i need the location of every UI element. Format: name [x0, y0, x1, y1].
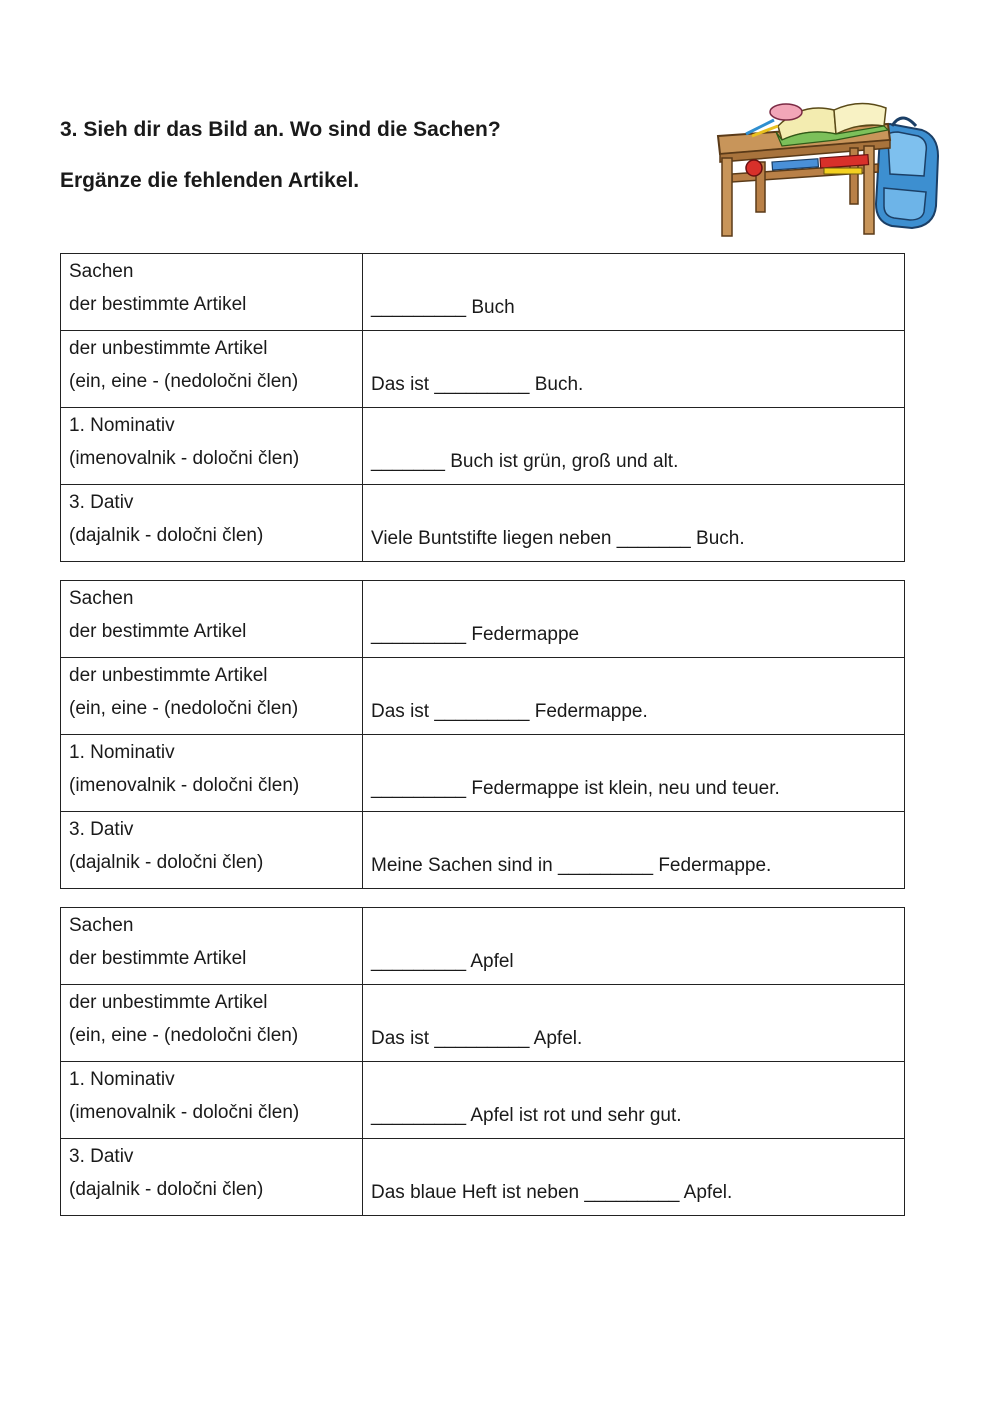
worksheet-table-buch: [60, 253, 905, 562]
table-row: [61, 581, 905, 658]
row-label-line: der unbestimmte Artikel: [69, 665, 268, 686]
fill-in-sentence[interactable]: Das blaue Heft ist neben _________ Apfel.: [363, 1139, 905, 1216]
row-label-cell: [61, 1062, 363, 1139]
row-label-cell: [61, 735, 363, 812]
row-label-line: 1. Nominativ: [69, 1069, 175, 1090]
row-label-line: der unbestimmte Artikel: [69, 992, 268, 1013]
row-label-cell: [61, 408, 363, 485]
table-row: [61, 408, 905, 485]
fill-in-sentence[interactable]: _________ Federmappe ist klein, neu und teuer.: [363, 735, 905, 812]
row-label-cell: [61, 581, 363, 658]
fill-in-sentence[interactable]: Das ist _________ Federmappe.: [363, 658, 905, 735]
table-row: [61, 331, 905, 408]
table-row: [61, 1062, 905, 1139]
table-row: [61, 812, 905, 889]
worksheet-table-apfel: [60, 907, 905, 1216]
table-row: [61, 908, 905, 985]
row-label-line: 3. Dativ: [69, 819, 134, 840]
row-label-line: (dajalnik - določni člen): [69, 852, 264, 873]
row-label-line: der unbestimmte Artikel: [69, 338, 268, 359]
row-label-cell: [61, 254, 363, 331]
row-label-cell: [61, 812, 363, 889]
table-row: [61, 1139, 905, 1216]
row-label-line: (ein, eine - (nedoločni člen): [69, 698, 299, 719]
row-label-line: Sachen: [69, 261, 134, 282]
fill-in-sentence[interactable]: _________ Federmappe: [363, 581, 905, 658]
row-label-line: (dajalnik - določni člen): [69, 1179, 264, 1200]
row-label-cell: [61, 485, 363, 562]
row-label-line: 1. Nominativ: [69, 742, 175, 763]
row-label-line: Sachen: [69, 915, 134, 936]
fill-in-sentence[interactable]: Viele Buntstifte liegen neben _______ Buch.: [363, 485, 905, 562]
row-label-line: der bestimmte Artikel: [69, 621, 247, 642]
exercise-instruction: Ergänze die fehlenden Artikel.: [60, 169, 360, 192]
row-label-line: Sachen: [69, 588, 134, 609]
row-label-line: 3. Dativ: [69, 492, 134, 513]
fill-in-sentence[interactable]: Das ist _________ Apfel.: [363, 985, 905, 1062]
row-label-line: (imenovalnik - določni člen): [69, 775, 300, 796]
fill-in-sentence[interactable]: _________ Apfel: [363, 908, 905, 985]
table-row: [61, 658, 905, 735]
row-label-cell: [61, 985, 363, 1062]
table-row: [61, 254, 905, 331]
table-row: [61, 485, 905, 562]
row-label-cell: [61, 331, 363, 408]
row-label-cell: [61, 1139, 363, 1216]
school-desk-with-books-and-backpack-icon: [712, 96, 944, 242]
table-row: [61, 735, 905, 812]
fill-in-sentence[interactable]: _______ Buch ist grün, groß und alt.: [363, 408, 905, 485]
row-label-cell: [61, 908, 363, 985]
fill-in-sentence[interactable]: Meine Sachen sind in _________ Federmappe.: [363, 812, 905, 889]
row-label-cell: [61, 658, 363, 735]
fill-in-sentence[interactable]: _________ Apfel ist rot und sehr gut.: [363, 1062, 905, 1139]
row-label-line: 1. Nominativ: [69, 415, 175, 436]
row-label-line: (ein, eine - (nedoločni člen): [69, 371, 299, 392]
row-label-line: 3. Dativ: [69, 1146, 134, 1167]
row-label-line: der bestimmte Artikel: [69, 294, 247, 315]
row-label-line: (dajalnik - določni člen): [69, 525, 264, 546]
table-row: [61, 985, 905, 1062]
exercise-title: 3. Sieh dir das Bild an. Wo sind die Sachen?: [60, 118, 501, 141]
row-label-line: der bestimmte Artikel: [69, 948, 247, 969]
row-label-line: (imenovalnik - določni člen): [69, 1102, 300, 1123]
fill-in-sentence[interactable]: Das ist _________ Buch.: [363, 331, 905, 408]
row-label-line: (ein, eine - (nedoločni člen): [69, 1025, 299, 1046]
worksheet-table-federmappe: [60, 580, 905, 889]
fill-in-sentence[interactable]: _________ Buch: [363, 254, 905, 331]
row-label-line: (imenovalnik - določni člen): [69, 448, 300, 469]
